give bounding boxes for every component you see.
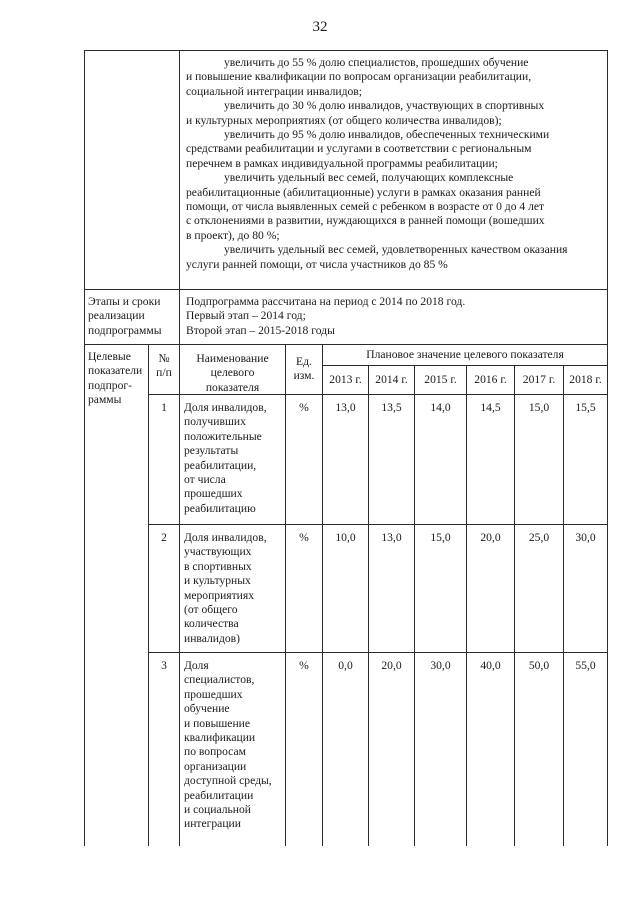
row-value: 15,0 [528, 401, 550, 414]
header-name-line: целевого [210, 366, 255, 380]
header-name-line: показателя [205, 380, 260, 394]
rule-left [84, 50, 85, 846]
tasks-line: реабилитационные (абилитационные) услуги в рамках оказания ранней [186, 185, 541, 199]
stages-line: Второй этап – 2015-2018 годы [186, 323, 335, 337]
rule-y3 [466, 365, 467, 846]
stages-label [88, 295, 178, 338]
tasks-line: и повышение квалификации по вопросам организации реабилитации, [186, 70, 532, 84]
rule-name-right [285, 344, 286, 846]
row-value: 30,0 [430, 659, 451, 672]
row-num: 2 [161, 531, 167, 544]
rule-label-col [179, 50, 180, 345]
row-value: 0,0 [338, 659, 353, 672]
rule-row2-bottom [148, 652, 608, 653]
tasks-text [186, 56, 606, 272]
tasks-line: помощи, от числа выявленных семей с ребенком в возрасте от 0 до 4 лет [186, 200, 545, 214]
header-name-line: Наименование [196, 352, 269, 365]
rule-y4 [514, 365, 515, 846]
row-name-line: обучение [184, 702, 230, 716]
row-value: 14,5 [480, 401, 501, 414]
row-name-line: в спортивных [184, 559, 252, 573]
header-year: 2018 г. [569, 373, 602, 386]
rule-row1-bottom [148, 524, 608, 525]
row-name-line: доступной среды, [184, 774, 272, 788]
row-value: 15,0 [430, 531, 451, 544]
row-value: 20,0 [480, 531, 501, 544]
row-name-line: и культурных [184, 574, 251, 588]
rule-unit-right [322, 344, 323, 846]
row-unit: % [299, 659, 309, 672]
tasks-line: увеличить до 55 % долю специалистов, прошедших обучение [224, 56, 529, 69]
row-name-line: по вопросам [184, 745, 246, 759]
row-name-line: Доля инвалидов, [184, 401, 267, 414]
row-name-line: квалификации [184, 731, 256, 745]
rule-right [607, 50, 608, 846]
rule-y1 [368, 365, 369, 846]
tasks-line: с отклонениями в развитии, нуждающихся в ранней помощи (вошедших [186, 214, 545, 228]
stages-line: Первый этап – 2014 год; [186, 309, 306, 323]
stages-line: Подпрограмма рассчитана на период с 2014 по 2018 год. [186, 295, 466, 308]
tasks-line: перечнем в рамках индивидуальной программы реабилитации; [186, 156, 498, 170]
row-name [184, 659, 284, 832]
row-unit: % [299, 401, 309, 414]
targets-label [88, 350, 148, 408]
stages-label-line: подпрограммы [88, 323, 162, 337]
row-name-line: (от общего [184, 603, 238, 617]
row-value: 15,5 [575, 401, 596, 414]
tasks-line: увеличить удельный вес семей, получающих комплексные [224, 171, 514, 185]
rule-tasks-bottom [84, 289, 608, 290]
targets-label-line: Целевые [88, 350, 131, 363]
header-unit [286, 355, 322, 384]
header-year: 2016 г. [474, 373, 507, 386]
header-name [180, 352, 285, 395]
rule-num-left [148, 344, 149, 846]
header-year: 2014 г. [375, 373, 408, 386]
row-name-line: количества [184, 617, 239, 631]
tasks-line: увеличить до 30 % долю инвалидов, участвующих в спортивных [224, 99, 545, 113]
header-year: 2013 г. [329, 373, 362, 386]
row-name-line: участвующих [184, 545, 252, 559]
row-name-line: реабилитацию [184, 501, 256, 515]
header-unit-line: изм. [293, 369, 315, 383]
stages-text [186, 295, 606, 338]
tasks-line: услуги ранней помощи, от числа участников до 85 % [186, 257, 448, 271]
row-value: 20,0 [381, 659, 402, 672]
tasks-line: увеличить до 95 % долю инвалидов, обеспеченных техническими [224, 128, 550, 142]
targets-label-line: показатели [88, 364, 143, 378]
stages-label-line: реализации [88, 309, 145, 323]
row-value: 13,0 [335, 401, 356, 414]
tasks-line: увеличить удельный вес семей, удовлетворенных качеством оказания [224, 243, 568, 257]
tasks-line: в проект), до 80 %; [186, 228, 280, 242]
row-value: 55,0 [575, 659, 596, 672]
tasks-line: средствами реабилитации и услугами в соответствии с региональным [186, 142, 532, 156]
row-name-line: мероприятиях [184, 588, 255, 602]
header-plan: Плановое значение целевого показателя [366, 348, 564, 361]
row-value: 50,0 [528, 659, 550, 672]
rule-top [84, 50, 608, 51]
row-value: 13,5 [381, 401, 402, 414]
rule-y2 [414, 365, 415, 846]
row-value: 40,0 [480, 659, 501, 672]
header-num [149, 352, 179, 381]
row-value: 14,0 [430, 401, 451, 414]
row-name-line: прошедших [184, 487, 243, 501]
row-name-line: Доля инвалидов, [184, 531, 267, 544]
row-num: 1 [161, 401, 167, 414]
tasks-line: и культурных мероприятиях (от общего количества инвалидов); [186, 113, 502, 127]
rule-y5 [563, 365, 564, 846]
row-name [184, 401, 284, 516]
targets-label-line: раммы [88, 393, 122, 407]
row-name-line: инвалидов) [184, 631, 240, 645]
row-value: 13,0 [381, 531, 402, 544]
stages-label-line: Этапы и сроки [88, 295, 161, 308]
row-name-line: интеграции [184, 817, 241, 831]
row-name-line: положительные [184, 429, 262, 443]
header-year: 2017 г. [522, 373, 556, 386]
row-name-line: результаты [184, 444, 239, 458]
rule-plan-header [322, 365, 608, 366]
row-name-line: от числа [184, 473, 226, 487]
row-name-line: Доля [184, 659, 209, 672]
row-name-line: получивших [184, 415, 246, 429]
row-name-line: прошедших [184, 687, 243, 701]
header-num-line: п/п [156, 366, 172, 380]
header-unit-line: Ед. [296, 355, 312, 368]
row-value: 25,0 [528, 531, 550, 544]
header-num-line: № [158, 352, 170, 365]
header-year: 2015 г. [424, 373, 457, 386]
row-value: 10,0 [335, 531, 356, 544]
row-name-line: реабилитации [184, 788, 254, 802]
row-value: 30,0 [575, 531, 596, 544]
rule-num-right [179, 344, 180, 846]
row-unit: % [299, 531, 309, 544]
row-num: 3 [161, 659, 167, 672]
page-number: 32 [312, 19, 328, 35]
tasks-line: социальной интеграции инвалидов; [186, 84, 362, 98]
row-name-line: специалистов, [184, 673, 255, 687]
row-name [184, 531, 284, 646]
row-name-line: реабилитации, [184, 458, 257, 472]
rule-stages-bottom [84, 344, 608, 345]
row-name-line: и социальной [184, 803, 251, 817]
row-name-line: и повышение [184, 716, 250, 730]
row-name-line: организации [184, 759, 247, 773]
targets-label-line: подпрог- [88, 378, 132, 392]
